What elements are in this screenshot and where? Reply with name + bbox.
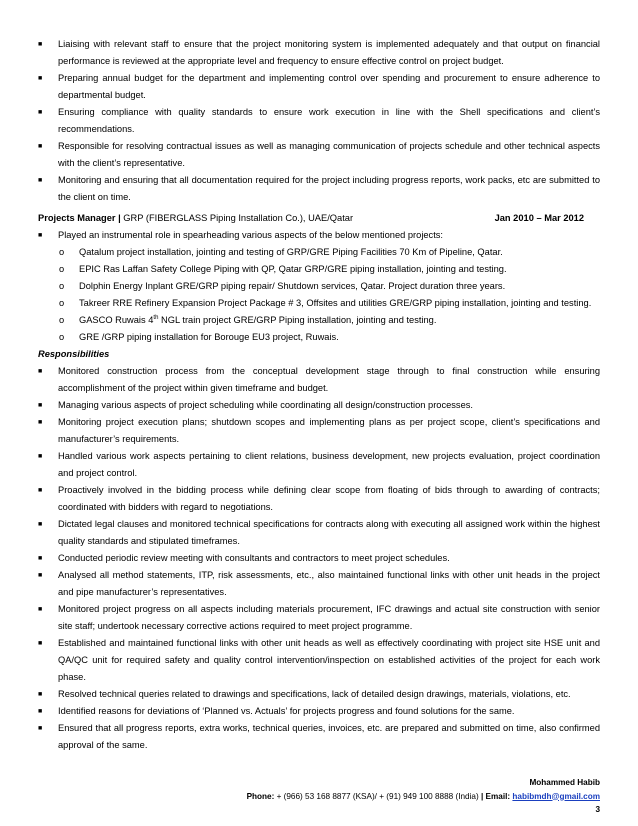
page-number: 3 <box>595 805 600 814</box>
square-bullet-icon: ■ <box>38 691 43 698</box>
responsibilities-heading: Responsibilities <box>38 349 110 359</box>
project-list <box>38 244 600 346</box>
gasco-project-text: GASCO Ruwais 4th NGL train project GRE/GRP Piping installation, jointing and testing. <box>79 314 437 325</box>
square-bullet-icon: ■ <box>38 555 43 562</box>
circle-bullet-icon: o <box>59 298 65 308</box>
circle-bullet-icon: o <box>59 281 65 291</box>
job-title: Projects Manager | <box>38 213 121 223</box>
top-bullet-list <box>38 36 600 206</box>
square-bullet-icon: ■ <box>38 708 43 715</box>
square-bullet-icon: ■ <box>38 487 43 494</box>
project-item: o Takreer RRE Refinery Expansion Project Package # 3, Offsites and utilities GRE/GRP piping installation, jointing and testing. <box>38 295 600 312</box>
job-company: GRP (FIBERGLASS Piping Installation Co.), UAE/Qatar <box>123 213 354 223</box>
footer-name: Mohammed Habib <box>529 778 600 787</box>
square-bullet-icon: ■ <box>38 521 43 528</box>
square-bullet-icon: ■ <box>38 640 43 647</box>
list-item: ■ Monitoring project execution plans; shutdown scopes and implementing plans as per project scope, client’s specifications and manufacturer’s requirements. <box>38 414 600 448</box>
list-item: ■ Liaising with relevant staff to ensure that the project monitoring system is implemented adequately and that output on financial performance is reviewed at the appropriate level and frequency to ensure effective control on project budget. <box>38 36 600 70</box>
list-item: ■ Preparing annual budget for the department and implementing control over spending and procurement to ensure adherence to departmental budget. <box>38 70 600 104</box>
square-bullet-icon: ■ <box>38 143 43 150</box>
phone-label: Phone: <box>246 791 275 801</box>
list-item: ■ Ensured that all progress reports, extra works, technical queries, invoices, etc. are prepared and submitted on time, also confirmed approval of the same. <box>38 720 600 754</box>
square-bullet-icon: ■ <box>38 109 43 116</box>
project-item: o Dolphin Energy Inplant GRE/GRP piping repair/ Shutdown services, Qatar. Project duration three years. <box>38 278 600 295</box>
list-item: ■ Responsible for resolving contractual issues as well as managing communication of projects schedule and other technical aspects with the client’s representative. <box>38 138 600 172</box>
list-item: ■ Identified reasons for deviations of ‘Planned vs. Actuals’ for projects progress and found solutions for the same. <box>38 703 600 720</box>
square-bullet-icon: ■ <box>38 572 43 579</box>
job-intro: ■ Played an instrumental role in spearheading various aspects of the below mentioned projects: <box>38 227 600 244</box>
email-label: Email: <box>485 791 511 801</box>
project-item: o EPIC Ras Laffan Safety College Piping with QP, Qatar GRP/GRE piping installation, jointing and testing. <box>38 261 600 278</box>
circle-bullet-icon: o <box>59 247 65 257</box>
square-bullet-icon: ■ <box>38 606 43 613</box>
list-item: ■ Managing various aspects of project scheduling while coordinating all design/construction processes. <box>38 397 600 414</box>
square-bullet-icon: ■ <box>38 402 43 409</box>
resume-page <box>38 36 600 754</box>
phone-value: + (966) 53 168 8877 (KSA)/ + (91) 949 100 8888 (India) <box>276 791 479 801</box>
square-bullet-icon: ■ <box>38 41 43 48</box>
page-footer <box>247 776 600 817</box>
square-bullet-icon: ■ <box>38 75 43 82</box>
list-item: ■ Handled various work aspects pertaining to client relations, business development, new projects evaluation, project coordination and project control. <box>38 448 600 482</box>
email-separator: | <box>480 791 484 801</box>
list-item: ■ Analysed all method statements, ITP, risk assessments, etc., also maintained functional links with other unit heads in the project and pipe manufacturer’s representatives. <box>38 567 600 601</box>
square-bullet-icon: ■ <box>38 177 43 184</box>
list-item: ■ Monitored project progress on all aspects including materials procurement, IFC drawings and actual site construction with senior site staff; undertook necessary corrective actions required to meet project programme. <box>38 601 600 635</box>
job-header <box>38 210 600 227</box>
square-bullet-icon: ■ <box>38 725 43 732</box>
circle-bullet-icon: o <box>59 264 65 274</box>
project-item <box>38 312 600 329</box>
list-item: ■ Dictated legal clauses and monitored technical specifications for contracts along with executing all assigned work within the highest quality standards and stipulated timeframes. <box>38 516 600 550</box>
list-item: ■ Proactively involved in the bidding process while defining clear scope from floating of bids through to awarding of contracts; coordinated with bidders with regard to negotiations. <box>38 482 600 516</box>
circle-bullet-icon: o <box>59 332 65 342</box>
list-item: ■ Established and maintained functional links with other unit heads as well as effectively coordinating with project site HSE unit and QA/QC unit for required safety and quality control intervention/inspection on established activities of the project for each work phase. <box>38 635 600 686</box>
circle-bullet-icon: o <box>59 315 65 325</box>
square-bullet-icon: ■ <box>38 368 43 375</box>
list-item: ■ Ensuring compliance with quality standards to ensure work execution in line with the Shell specifications and client’s recommendations. <box>38 104 600 138</box>
list-item: ■ Conducted periodic review meeting with consultants and contractors to meet project schedules. <box>38 550 600 567</box>
email-link[interactable]: habibmdh@gmail.com <box>512 791 600 801</box>
list-item: ■ Resolved technical queries related to drawings and specifications, lack of detailed design drawings, materials, violations, etc. <box>38 686 600 703</box>
square-bullet-icon: ■ <box>38 232 43 239</box>
list-item: ■ Monitoring and ensuring that all documentation required for the project including progress reports, work packs, etc are submitted to the client on time. <box>38 172 600 206</box>
job-dates: Jan 2010 – Mar 2012 <box>494 213 584 223</box>
responsibilities-list <box>38 363 600 754</box>
square-bullet-icon: ■ <box>38 453 43 460</box>
square-bullet-icon: ■ <box>38 419 43 426</box>
project-item: o Qatalum project installation, jointing and testing of GRP/GRE Piping Facilities 70 Km of Pipeline, Qatar. <box>38 244 600 261</box>
list-item: ■ Monitored construction process from the conceptual development stage through to final construction while ensuring accomplishment of the project within given timeframe and budget. <box>38 363 600 397</box>
project-item: o GRE /GRP piping installation for Borouge EU3 project, Ruwais. <box>38 329 600 346</box>
